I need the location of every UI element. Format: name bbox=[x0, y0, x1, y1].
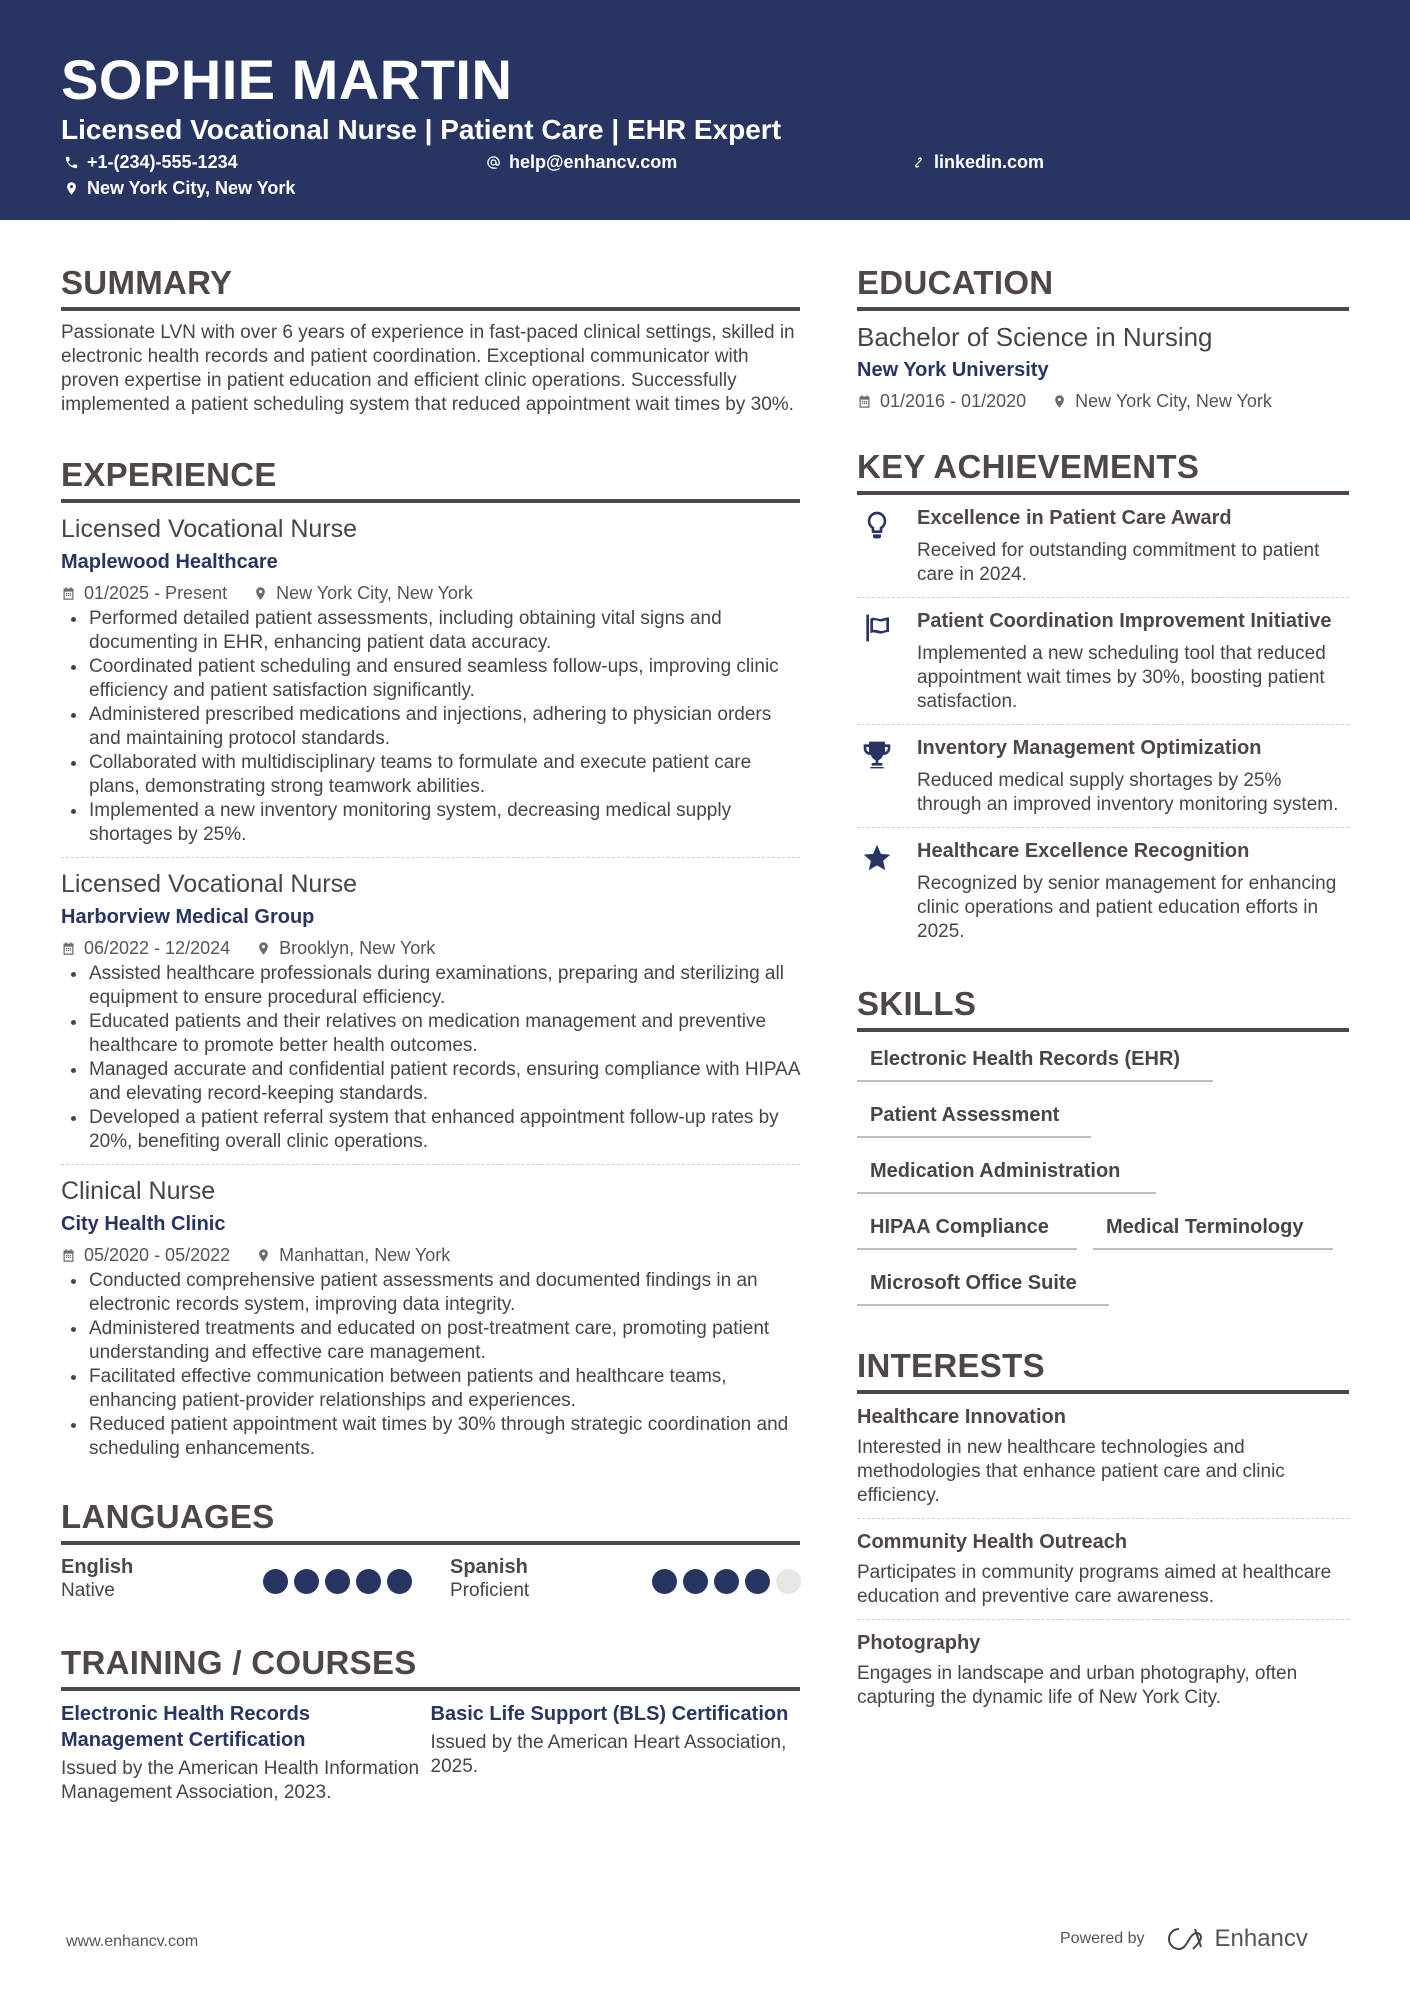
section-title: EDUCATION bbox=[857, 264, 1054, 301]
job-dates: 06/2022 - 12/2024 bbox=[61, 936, 230, 960]
interest-title: Photography bbox=[857, 1632, 981, 1654]
contact-phone[interactable] bbox=[64, 151, 238, 173]
languages-list bbox=[61, 1555, 800, 1607]
language-name: Spanish bbox=[450, 1556, 528, 1578]
footer-website-link[interactable]: www.enhancv.com bbox=[66, 1933, 199, 1950]
bullet-item: Facilitated effective communication between patients and healthcare teams, enhancing patient-provider relationships and experiences. bbox=[61, 1365, 800, 1413]
phone-icon bbox=[64, 155, 79, 170]
interests-section bbox=[857, 1346, 1349, 1710]
rating-dot-empty bbox=[776, 1569, 801, 1594]
job-dates: 05/2020 - 05/2022 bbox=[61, 1243, 230, 1267]
bullet-item: Implemented a new inventory monitoring system, decreasing medical supply shortages by 25%. bbox=[61, 799, 800, 847]
bullet-item: Assisted healthcare professionals during examinations, preparing and sterilizing all equipment to ensure procedural efficiency. bbox=[61, 962, 800, 1010]
course-item bbox=[431, 1701, 801, 1805]
job-entry bbox=[61, 513, 800, 847]
candidate-headline: Licensed Vocational Nurse | Patient Care | EHR Expert bbox=[61, 114, 782, 145]
achievement-description: Received for outstanding commitment to patient care in 2024. bbox=[917, 540, 1320, 585]
contact-linkedin[interactable] bbox=[911, 151, 1044, 173]
section-title: TRAINING / COURSES bbox=[61, 1644, 417, 1681]
section-title: SKILLS bbox=[857, 985, 977, 1022]
language-level: Native bbox=[61, 1580, 115, 1601]
course-description: Issued by the American Heart Association, 2025. bbox=[430, 1732, 787, 1777]
bullet-item: Educated patients and their relatives on medication management and preventive healthcare to promote better health outcomes. bbox=[61, 1010, 800, 1058]
powered-by-label: Powered by bbox=[1060, 1930, 1145, 1947]
rating-dot-filled bbox=[683, 1569, 708, 1594]
course-title: Electronic Health Records Management Certification bbox=[61, 1703, 310, 1751]
at-icon bbox=[486, 155, 501, 170]
map-pin-icon bbox=[64, 181, 79, 196]
lightbulb-icon bbox=[861, 509, 893, 541]
company-name: Harborview Medical Group bbox=[61, 906, 315, 928]
job-title: Licensed Vocational Nurse bbox=[61, 515, 358, 543]
achievement-item bbox=[857, 608, 1349, 714]
rating-dot-filled bbox=[387, 1569, 412, 1594]
rating-dot-filled bbox=[263, 1569, 288, 1594]
course-item bbox=[61, 1701, 431, 1805]
flag-icon bbox=[861, 612, 893, 644]
phone-text: +1-(234)-555-1234 bbox=[87, 152, 238, 172]
rating-dot-filled bbox=[294, 1569, 319, 1594]
enhancv-logo-icon bbox=[1165, 1925, 1209, 1953]
calendar-icon bbox=[61, 586, 76, 601]
link-icon bbox=[911, 155, 926, 170]
job-entry bbox=[61, 1175, 800, 1461]
entry-divider bbox=[61, 1164, 800, 1165]
interest-description: Engages in landscape and urban photography, often capturing the dynamic life of New York City. bbox=[857, 1663, 1298, 1708]
skills-section bbox=[857, 984, 1349, 1306]
interest-item bbox=[857, 1529, 1349, 1609]
rating-dot-filled bbox=[745, 1569, 770, 1594]
section-divider bbox=[61, 499, 800, 503]
achievement-title: Patient Coordination Improvement Initiative bbox=[917, 610, 1332, 632]
language-rating bbox=[652, 1569, 801, 1594]
resume-header bbox=[0, 0, 1410, 220]
language-item bbox=[61, 1555, 133, 1603]
school-name: New York University bbox=[857, 359, 1049, 381]
education-section bbox=[857, 263, 1349, 413]
entry-divider bbox=[857, 1518, 1349, 1519]
bullet-item: Managed accurate and confidential patient records, ensuring compliance with HIPAA and elevating record-keeping standards. bbox=[61, 1058, 800, 1106]
company-name: Maplewood Healthcare bbox=[61, 551, 278, 573]
degree-title: Bachelor of Science in Nursing bbox=[857, 322, 1213, 352]
job-title: Licensed Vocational Nurse bbox=[61, 870, 358, 898]
section-title: SUMMARY bbox=[61, 264, 233, 301]
brand-name: Enhancv bbox=[1214, 1925, 1308, 1952]
job-location: New York City, New York bbox=[253, 581, 473, 605]
entry-divider bbox=[61, 857, 800, 858]
summary-section bbox=[61, 263, 800, 417]
skill-tag: HIPAA Compliance bbox=[857, 1214, 1077, 1250]
language-item bbox=[450, 1555, 529, 1603]
map-pin-icon bbox=[1052, 394, 1067, 409]
language-rating bbox=[263, 1569, 412, 1594]
language-level: Proficient bbox=[450, 1580, 530, 1601]
job-entry bbox=[61, 868, 800, 1154]
job-meta bbox=[61, 1243, 800, 1267]
footer-branding bbox=[1060, 1925, 1308, 1953]
bullet-item: Performed detailed patient assessments, including obtaining vital signs and documenting in EHR, enhancing patient data accuracy. bbox=[61, 607, 800, 655]
bullet-item: Developed a patient referral system that enhanced appointment follow-up rates by 20%, benefiting overall clinic operations. bbox=[61, 1106, 800, 1154]
rating-dot-filled bbox=[714, 1569, 739, 1594]
contact-email[interactable] bbox=[486, 151, 677, 173]
bullet-item: Administered prescribed medications and injections, adhering to physician orders and maintaining protocol standards. bbox=[61, 703, 800, 751]
star-icon bbox=[861, 842, 893, 874]
achievement-item bbox=[857, 838, 1349, 944]
course-description: Issued by the American Health Information Management Association, 2023. bbox=[61, 1758, 420, 1803]
map-pin-icon bbox=[256, 941, 271, 956]
job-meta bbox=[61, 581, 800, 605]
entry-divider bbox=[857, 1619, 1349, 1620]
bullet-item: Coordinated patient scheduling and ensured seamless follow-ups, improving clinic efficiency and patient satisfaction significantly. bbox=[61, 655, 800, 703]
interest-title: Healthcare Innovation bbox=[857, 1406, 1066, 1428]
course-title: Basic Life Support (BLS) Certification bbox=[430, 1703, 789, 1725]
left-column bbox=[61, 263, 800, 1805]
brand-logo[interactable] bbox=[1165, 1925, 1308, 1953]
achievement-title: Inventory Management Optimization bbox=[917, 737, 1262, 759]
rating-dot-filled bbox=[652, 1569, 677, 1594]
section-divider bbox=[857, 1390, 1349, 1394]
section-divider bbox=[61, 307, 800, 311]
contact-location bbox=[64, 177, 295, 199]
job-bullets bbox=[61, 962, 800, 1154]
candidate-name: SOPHIE MARTIN bbox=[61, 48, 513, 111]
section-divider bbox=[61, 1541, 800, 1545]
achievements-section bbox=[857, 447, 1349, 944]
map-pin-icon bbox=[253, 586, 268, 601]
bullet-item: Collaborated with multidisciplinary teams to formulate and execute patient care plans, demonstrating strong teamwork abilities. bbox=[61, 751, 800, 799]
achievement-description: Recognized by senior management for enhancing clinic operations and patient education efforts in 2025. bbox=[917, 873, 1337, 942]
interest-item bbox=[857, 1404, 1349, 1508]
interest-item bbox=[857, 1630, 1349, 1710]
company-name: City Health Clinic bbox=[61, 1213, 226, 1235]
summary-text: Passionate LVN with over 6 years of experience in fast-paced clinical settings, skilled in electronic health records and patient coordination. Exceptional communicator with proven expertise in patient education and efficient clinic operations. Successfully implemented a patient scheduling system that reduced appointment wait times by 30%. bbox=[61, 322, 795, 415]
section-title: LANGUAGES bbox=[61, 1498, 275, 1535]
entry-divider bbox=[857, 724, 1349, 725]
job-location: Brooklyn, New York bbox=[256, 936, 435, 960]
skill-tag: Electronic Health Records (EHR) bbox=[857, 1046, 1213, 1082]
entry-divider bbox=[857, 597, 1349, 598]
rating-dot-filled bbox=[356, 1569, 381, 1594]
section-divider bbox=[857, 307, 1349, 311]
skill-tag: Medication Administration bbox=[857, 1158, 1156, 1194]
email-text: help@enhancv.com bbox=[509, 152, 678, 172]
skill-tag: Medical Terminology bbox=[1093, 1214, 1333, 1250]
job-title: Clinical Nurse bbox=[61, 1177, 216, 1205]
skill-tag: Microsoft Office Suite bbox=[857, 1270, 1109, 1306]
section-divider bbox=[61, 1687, 800, 1691]
bullet-item: Conducted comprehensive patient assessments and documented findings in an electronic records system, improving data integrity. bbox=[61, 1269, 800, 1317]
achievement-item bbox=[857, 735, 1349, 817]
skills-list bbox=[857, 1046, 1349, 1306]
languages-section bbox=[61, 1497, 800, 1607]
right-column bbox=[857, 263, 1349, 1710]
achievement-title: Healthcare Excellence Recognition bbox=[917, 840, 1250, 862]
education-meta bbox=[857, 389, 1349, 413]
bullet-item: Administered treatments and educated on post-treatment care, promoting patient understanding and effective care management. bbox=[61, 1317, 800, 1365]
bullet-item: Reduced patient appointment wait times by 30% through strategic coordination and scheduling enhancements. bbox=[61, 1413, 800, 1461]
section-title: INTERESTS bbox=[857, 1347, 1045, 1384]
training-section bbox=[61, 1643, 800, 1805]
linkedin-text: linkedin.com bbox=[934, 152, 1045, 172]
education-location: New York City, New York bbox=[1052, 389, 1272, 413]
job-location: Manhattan, New York bbox=[256, 1243, 450, 1267]
job-meta bbox=[61, 936, 800, 960]
section-divider bbox=[857, 1028, 1349, 1032]
section-divider bbox=[857, 491, 1349, 495]
job-bullets bbox=[61, 607, 800, 847]
map-pin-icon bbox=[256, 1248, 271, 1263]
section-title: KEY ACHIEVEMENTS bbox=[857, 448, 1200, 485]
job-dates: 01/2025 - Present bbox=[61, 581, 227, 605]
achievement-title: Excellence in Patient Care Award bbox=[917, 507, 1232, 529]
trophy-icon bbox=[861, 739, 893, 771]
interest-title: Community Health Outreach bbox=[857, 1531, 1128, 1553]
achievement-item bbox=[857, 505, 1349, 587]
interest-description: Participates in community programs aimed at healthcare education and preventive care awareness. bbox=[857, 1562, 1332, 1607]
language-name: English bbox=[61, 1556, 134, 1578]
calendar-icon bbox=[61, 1248, 76, 1263]
entry-divider bbox=[857, 827, 1349, 828]
education-dates: 01/2016 - 01/2020 bbox=[857, 389, 1026, 413]
calendar-icon bbox=[61, 941, 76, 956]
interest-description: Interested in new healthcare technologies and methodologies that enhance patient care and clinic efficiency. bbox=[857, 1437, 1285, 1506]
job-bullets bbox=[61, 1269, 800, 1461]
achievement-description: Implemented a new scheduling tool that reduced appointment wait times by 30%, boosting patient satisfaction. bbox=[917, 643, 1326, 712]
location-text: New York City, New York bbox=[87, 178, 296, 198]
experience-section bbox=[61, 455, 800, 1461]
courses-list bbox=[61, 1701, 800, 1805]
calendar-icon bbox=[857, 394, 872, 409]
section-title: EXPERIENCE bbox=[61, 456, 277, 493]
skill-tag: Patient Assessment bbox=[857, 1102, 1091, 1138]
rating-dot-filled bbox=[325, 1569, 350, 1594]
achievement-description: Reduced medical supply shortages by 25% through an improved inventory monitoring system. bbox=[917, 770, 1339, 815]
